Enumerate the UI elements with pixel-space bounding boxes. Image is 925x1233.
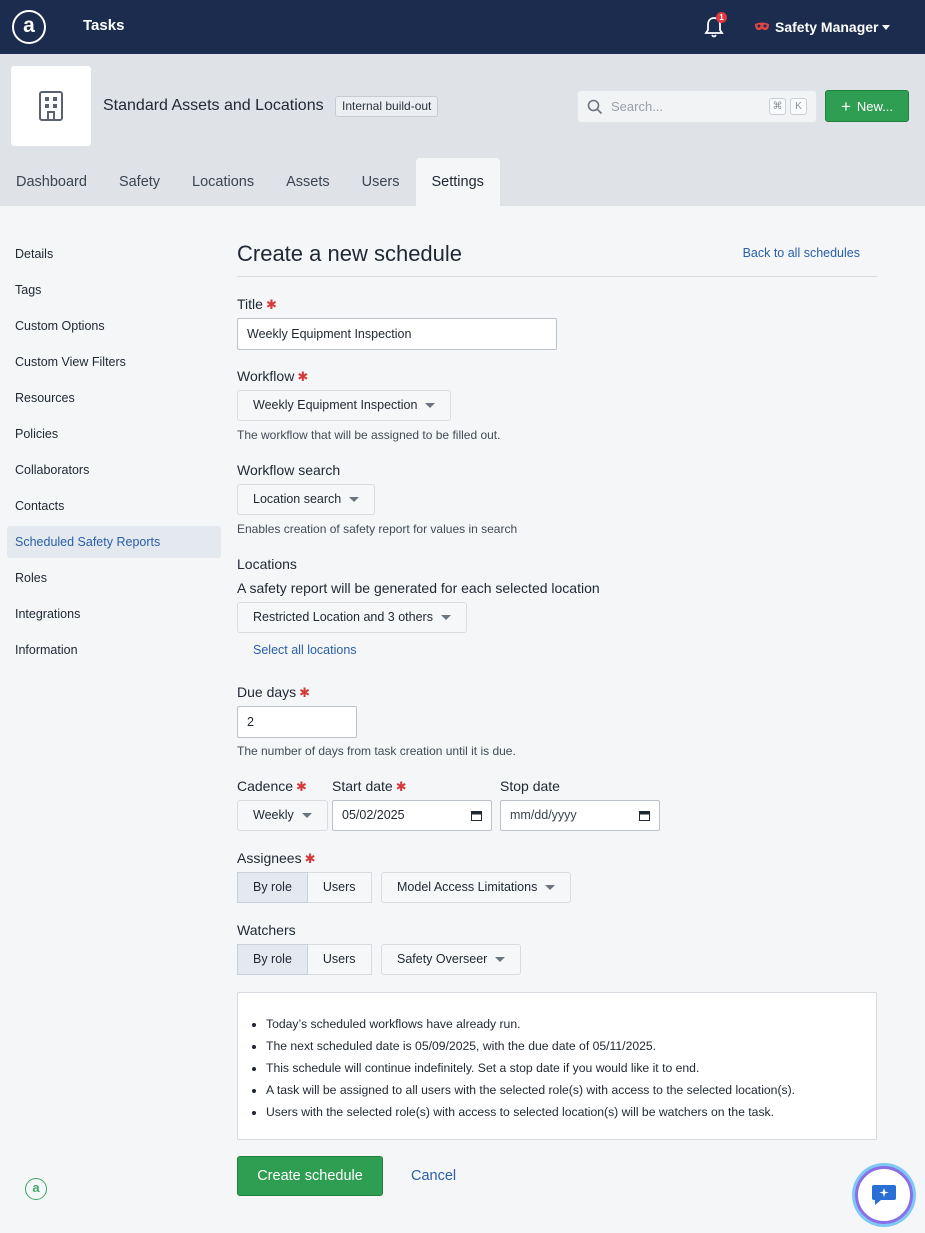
locations-subtitle: A safety report will be generated for each selected location xyxy=(237,580,600,596)
create-schedule-button[interactable]: Create schedule xyxy=(237,1156,383,1196)
sidebar-item-roles[interactable]: Roles xyxy=(15,571,47,585)
building-icon xyxy=(38,90,64,122)
mask-icon xyxy=(754,22,770,32)
page-title: Create a new schedule xyxy=(237,241,463,266)
chevron-down-icon xyxy=(349,497,359,502)
workflow-help: The workflow that will be assigned to be filled out. xyxy=(237,428,501,442)
summary-item: • This schedule will continue indefinitely. Set a stop date if you would like it to end. xyxy=(266,1057,876,1079)
sidebar-item-collaborators[interactable]: Collaborators xyxy=(15,463,90,477)
org-name: Standard Assets and Locations xyxy=(103,97,324,114)
assignees-users-button[interactable]: Users xyxy=(308,872,372,903)
sidebar-item-resources[interactable]: Resources xyxy=(15,391,75,405)
due-days-label xyxy=(237,684,310,701)
top-bar xyxy=(0,0,925,54)
workflow-select[interactable] xyxy=(237,390,451,421)
stop-date-placeholder: mm/dd/yyyy xyxy=(510,808,577,822)
start-date-label xyxy=(332,778,407,795)
workflow-search-select[interactable] xyxy=(237,484,375,515)
workflow-search-label: Workflow search xyxy=(237,462,341,478)
watchers-users-button[interactable]: Users xyxy=(308,944,372,975)
tab-dashboard[interactable]: Dashboard xyxy=(16,174,87,190)
watchers-label: Watchers xyxy=(237,922,296,938)
start-date-label-text: Start date xyxy=(332,778,393,794)
title-input[interactable] xyxy=(237,318,557,350)
stop-date-input[interactable] xyxy=(500,800,660,831)
title-label-text: Title xyxy=(237,296,263,312)
workflow-select-value: Weekly Equipment Inspection xyxy=(253,398,418,412)
divider xyxy=(237,276,877,277)
cadence-select[interactable] xyxy=(237,800,328,831)
sidebar-item-contacts[interactable]: Contacts xyxy=(15,499,65,513)
chevron-down-icon xyxy=(425,403,435,408)
sidebar-item-custom-view-filters[interactable]: Custom View Filters xyxy=(15,355,126,369)
assignees-mode-toggle xyxy=(237,872,372,903)
tab-safety[interactable]: Safety xyxy=(118,174,161,190)
start-date-input[interactable] xyxy=(332,800,492,831)
main-tabs xyxy=(0,158,500,206)
search-icon xyxy=(587,99,603,115)
summary-item: • A task will be assigned to all users with the selected role(s) with access to the selected location(s). xyxy=(266,1079,876,1101)
sidebar-item-integrations[interactable]: Integrations xyxy=(15,607,81,621)
assignees-role-value: Model Access Limitations xyxy=(397,880,538,894)
app-logo-icon[interactable]: a xyxy=(12,10,46,44)
user-menu[interactable] xyxy=(754,17,890,37)
footer-logo-icon: a xyxy=(25,1178,47,1200)
required-icon: ✱ xyxy=(299,685,311,700)
watchers-role-value: Safety Overseer xyxy=(397,952,488,966)
sidebar-item-policies[interactable]: Policies xyxy=(15,427,59,441)
tab-users[interactable]: Users xyxy=(361,174,400,190)
sidebar-item-information[interactable]: Information xyxy=(15,643,78,657)
required-icon: ✱ xyxy=(296,779,307,794)
summary-item: • Users with the selected role(s) with access to selected location(s) will be watchers on the task. xyxy=(266,1101,876,1123)
assignees-label xyxy=(237,850,316,867)
org-avatar xyxy=(11,66,91,146)
tab-settings[interactable]: Settings xyxy=(416,158,500,206)
new-button[interactable] xyxy=(825,90,909,122)
search-placeholder: Search... xyxy=(611,99,664,114)
chevron-down-icon xyxy=(882,25,890,30)
cadence-value: Weekly xyxy=(253,808,294,822)
chevron-down-icon xyxy=(545,885,555,890)
sidebar-item-custom-options[interactable]: Custom Options xyxy=(15,319,105,333)
chat-sparkle-icon xyxy=(870,1182,898,1208)
workflow-search-help: Enables creation of safety report for values in search xyxy=(237,522,518,536)
title-label xyxy=(237,296,277,313)
tab-assets[interactable]: Assets xyxy=(286,174,330,190)
assignees-label-text: Assignees xyxy=(237,850,302,866)
required-icon: ✱ xyxy=(265,297,277,312)
org-header xyxy=(0,54,925,206)
app-title[interactable]: Tasks xyxy=(83,17,125,34)
chevron-down-icon xyxy=(302,813,312,818)
locations-value: Restricted Location and 3 others xyxy=(253,610,433,624)
chevron-down-icon xyxy=(441,615,451,620)
select-all-locations-link[interactable]: Select all locations xyxy=(253,643,357,657)
new-button-label: New... xyxy=(856,98,894,114)
workflow-label xyxy=(237,368,308,385)
back-to-schedules-link[interactable]: Back to all schedules xyxy=(742,246,860,260)
ai-chat-button[interactable] xyxy=(855,1166,913,1224)
user-role-label: Safety Manager xyxy=(775,19,879,35)
sidebar-item-scheduled-safety-reports[interactable]: Scheduled Safety Reports xyxy=(7,526,221,558)
cadence-label xyxy=(237,778,307,795)
due-days-help: The number of days from task creation until it is due. xyxy=(237,744,516,758)
calendar-icon[interactable] xyxy=(639,810,650,821)
assignees-role-select[interactable] xyxy=(381,872,571,903)
due-days-label-text: Due days xyxy=(237,684,297,700)
schedule-summary xyxy=(237,992,877,1140)
notification-badge: 1 xyxy=(716,12,727,23)
required-icon: ✱ xyxy=(297,369,309,384)
assignees-by-role-button[interactable]: By role xyxy=(237,872,308,903)
stop-date-label: Stop date xyxy=(500,778,560,794)
search-input[interactable] xyxy=(577,90,817,123)
workflow-label-text: Workflow xyxy=(237,368,295,384)
tab-locations[interactable]: Locations xyxy=(192,174,255,190)
cancel-link[interactable]: Cancel xyxy=(411,1168,457,1184)
sidebar-item-tags[interactable]: Tags xyxy=(15,283,42,297)
cadence-label-text: Cadence xyxy=(237,778,294,794)
workflow-search-value: Location search xyxy=(253,492,342,506)
summary-item: • The next scheduled date is 05/09/2025, with the due date of 05/11/2025. xyxy=(266,1035,876,1057)
required-icon: ✱ xyxy=(304,851,316,866)
locations-label: Locations xyxy=(237,556,297,572)
summary-item: • Today’s scheduled workflows have already run. xyxy=(266,1013,876,1035)
chevron-down-icon xyxy=(495,957,505,962)
watchers-role-select[interactable] xyxy=(381,944,521,975)
locations-select[interactable] xyxy=(237,602,467,633)
sidebar-item-details[interactable]: Details xyxy=(15,247,54,261)
shortcut-key: K xyxy=(790,98,807,115)
required-icon: ✱ xyxy=(395,779,407,794)
due-days-input[interactable] xyxy=(237,706,357,738)
watchers-mode-toggle xyxy=(237,944,372,975)
start-date-value: 05/02/2025 xyxy=(342,808,405,822)
plus-icon: + xyxy=(840,96,851,116)
calendar-icon[interactable] xyxy=(471,810,482,821)
watchers-by-role-button[interactable]: By role xyxy=(237,944,308,975)
settings-sidebar xyxy=(7,238,221,670)
shortcut-key: ⌘ xyxy=(769,98,786,115)
org-badge: Internal build-out xyxy=(335,96,438,117)
